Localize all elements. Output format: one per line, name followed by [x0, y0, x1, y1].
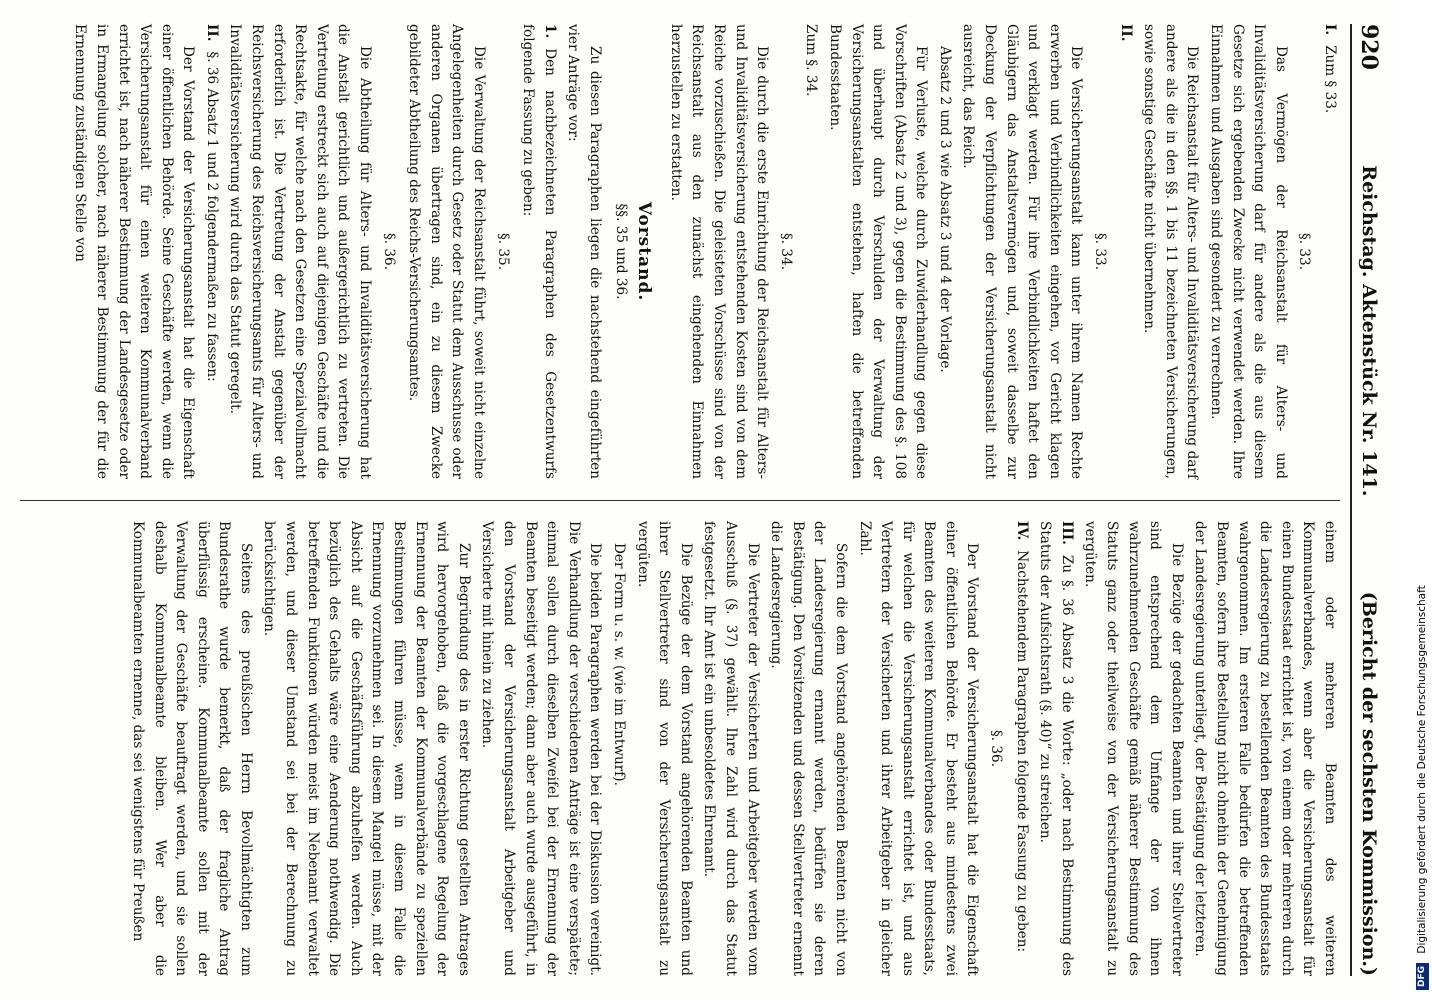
left-column — [20, 24, 1340, 479]
item-number: IV. — [1013, 521, 1030, 541]
item-text: Den nachbezeichneten Paragraphen des Gesetzentwurfs folgende Fassung zu geben: — [520, 24, 558, 479]
body-paragraph: Der Vorstand der Versicherungsanstalt hat die Eigenschaft einer öffentlichen Behörde. Seine Geschäfte werden, wenn die Versicherungsanstalt für einen weiteren Kommunalverband errichtet ist, nach näherer Bestimmung der Landesgesetze oder in Ermangelung solcher, nach näherer Bestimmung der für die Ernennung zuständigen Stelle von — [72, 24, 197, 479]
body-paragraph: Die Abtheilung für Alters- und Invaliditätsversicherung hat die Anstalt gerichtlich und außergerichtlich zu vertreten. Die Vertretung erstreckt sich auch auf diejenigen Geschäfte und die Rechtsakte, für welche nach den Gesetzen eine Spezialvollmacht erforderlich ist. Die Vertretung der Anstalt gegenüber der Reichsversicherung des Reichsversicherungsamts für Alters- und Invaliditätsversicherung wird durch das Statut geregelt. — [227, 24, 374, 479]
numbered-item — [1010, 521, 1032, 976]
body-paragraph: Die Vertreter der Versicherten und Arbeitgeber werden vom Ausschuß (§. 37) gewählt. Ihre Zahl wird durch das Statut festgesetzt. Ihr Amt ist ein unbesoldetes Ehrenamt. — [701, 521, 761, 976]
paragraph-sign: §. 36. — [988, 729, 1005, 768]
numbered-item — [1034, 521, 1077, 976]
body-paragraph: Zur Begründung des in erster Richtung gestellten Antrages wird hervorgehoben, daß die vorgeschlagene Regelung der Ernennung der Beamten der Kommunalverbände zu speziellen Bestimmungen führen müsse, wenn in diesem Falle die Ernennung vorzunehmen sei. In diesem Mangel müsse, mit der Absicht auf die Geschäftsführung abzuhelfen werden. Auch bezüglich des Gehalts wäre eine Aenderung nothwendig. Die betreffenden Funktionen würden meist im Nebenamt verwaltet werden, und dieser Umstand sei bei der Berechnung zu berücksichtigen. — [261, 521, 472, 976]
body-paragraph: Zu diesen Paragraphen liegen die nachstehend eingeführten vier Anträge vor: — [565, 24, 603, 479]
numbered-item — [800, 24, 822, 479]
item-text: Nachstehendem Paragraphen folgende Fassung zu geben: — [1013, 550, 1030, 953]
page-header — [1350, 24, 1386, 976]
page-subtitle: (Bericht der sechsten Kommission.) — [1358, 591, 1380, 976]
numbered-item — [517, 24, 560, 479]
item-number: II. — [203, 24, 220, 42]
digitization-credit: Digitalisierung gefördert durch die Deutsche Forschungsgemeinschaft — [1416, 585, 1428, 954]
item-text: Zu §. 36 Absatz 3 die Worte: „oder nach Bestimmung des Statuts der Aufsichtsrath (§. 40)“ zu streichen. — [1037, 521, 1075, 976]
paragraph-sign: §. 34. — [777, 232, 794, 271]
body-paragraph: Für Verluste, welche durch Zuwiderhandlung gegen diese Vorschriften (Absatz 2 und 3), gegen die Bestimmung des §. 108 und überhaupt durch Verschulden der Verwaltung der Versicherungsanstalten entstehen, haften die betreffenden Bundesstaaten. — [826, 24, 930, 479]
column-divider — [20, 500, 1340, 501]
numbered-item — [1114, 24, 1136, 479]
body-paragraph: Die durch die erste Einrichtung der Reichsanstalt für Alters- und Invaliditätsversicherung entstehenden Kosten sind von dem Reiche vorzuschießen. Die geleisteten Vorschüsse sind von der Reichsanstalt aus den zunächst eingehenden Einnahmen herzustellen zu erstatten. — [667, 24, 771, 479]
item-number: III. — [1058, 521, 1075, 545]
page-number: 920 — [1356, 24, 1382, 70]
paragraph-sign: §. 33. — [1092, 232, 1109, 271]
numbered-item — [200, 24, 222, 479]
numbered-item — [1318, 24, 1340, 479]
body-paragraph: Der Vorstand der Versicherungsanstalt hat die Eigenschaft einer öffentlichen Behörde. Er besteht aus mindestens zwei Beamten des weiteren Kommunalverbandes oder Bundesstaats, für welchen die Versicherungsanstalt errichtet ist, und aus Vertretern der Versicherten und ihrer Arbeitgeber in gleicher Zahl. — [856, 521, 981, 976]
item-number: II. — [1117, 24, 1134, 42]
body-paragraph: Das Vermögen der Reichsanstalt für Alters- und Invaliditätsversicherung darf für andere als die aus diesem Gesetze sich ergebenden Zwecke nicht verwendet werden. Ihre Einnahmen und Ausgaben sind gesondert zu verrechnen. — [1208, 24, 1289, 479]
body-paragraph: Die Reichsanstalt für Alters- und Invaliditätsversicherung darf andere als die in den §§. 1 bis 11 bezeichneten Versicherungen, sowie sonstige Geschäfte nicht übernehmen. — [1141, 24, 1201, 479]
body-paragraph: Absatz 2 und 3 wie Absatz 3 und 4 der Vorlage. — [936, 46, 953, 373]
body-paragraph: Die Bezüge der gedachten Beamten und ihrer Stellvertreter sind entsprechend dem Umfange der von ihnen wahrzunehmenden Geschäfte gemäß näherer Bestimmung des Statuts ganz oder theilweise von der Versicherungsanstalt zu vergüten. — [1082, 521, 1185, 976]
body-paragraph: Seitens des preußischen Herrn Bevollmächtigten zum Bundesrathe wurde bemerkt, daß der fragliche Antrag überflüssig erscheine. Kommunalbeamte sollen mit der Verwaltung der Geschäfte beauftragt werden, und sie sollen deshalb Kommunalbeamte bleiben. Wer aber die Kommunalbeamten ernenne, das sei wenigstens für Preußen — [129, 521, 254, 976]
paragraph-sign: §. 35. — [494, 232, 511, 271]
dfg-logo: DFG — [1416, 963, 1429, 990]
body-paragraph: einem oder mehreren Beamten des weiteren Kommunalverbandes, wenn aber die Versicherungsanstalt für einen Bundesstaat errichtet ist, von einem oder mehreren durch die Landesregierung zu bestellenden Beamten des Bundesstaats wahrgenommen. Im ersteren Falle bedürfen die betreffenden Beamten, sofern ihre Bestellung nicht ohnehin der Genehmigung der Landesregierung unterliegt, der Bestätigung der letzteren. — [1192, 521, 1338, 976]
body-paragraph: Die Verwaltung der Reichsanstalt führt, soweit nicht einzelne Angelegenheiten durch Gesetz oder Statut dem Ausschusse oder anderen Organen übertragen sind, ein zu diesem Zwecke gebildeter Abtheilung des Reichs-Versicherungsamtes. — [406, 24, 488, 479]
section-heading: Vorstand. — [634, 201, 655, 302]
digitization-strip — [1412, 0, 1432, 1000]
item-text: §. 36 Absatz 1 und 2 folgendermaßen zu fassen: — [203, 51, 220, 382]
body-paragraph: Der Form u. s. w. (wie im Entwurf). — [611, 543, 627, 786]
body-paragraph: Die Bezüge der dem Vorstand angehörenden Beamten und ihrer Stellvertreter sind von der Versicherungsanstalt zu vergüten. — [634, 521, 694, 976]
item-text: Zum § 33. — [1322, 45, 1338, 114]
page-title: Reichstag. Aktenstück Nr. 141. — [1358, 165, 1380, 497]
item-number: 1. — [541, 24, 558, 39]
body-paragraph: Die Versicherungsanstalt kann unter ihrem Namen Rechte erwerben und Verbindlichkeiten eingehen, vor Gericht klagen und verklagt werden. Für ihre Verbindlichkeiten haftet den Gläubigern das Anstaltsvermögen und, soweit dasselbe zur Deckung der Verpflichtungen der Versicherungsanstalt nicht ausreicht, das Reich. — [960, 24, 1085, 479]
section-subheading: §§. 35 und 36. — [612, 203, 629, 300]
paragraph-sign: §. 36. — [380, 232, 397, 271]
right-column — [20, 521, 1340, 976]
item-text: Zum §. 34. — [803, 24, 820, 97]
body-paragraph: Die beiden Paragraphen werden bei der Diskussion vereinigt. Die Verhandlung der verschiedenen Anträge ist eine verspätete; einmal sollen durch dieselben Zweifel bei der Ernennung der Beamten beseitigt werden; dann aber auch wurde ausgeführt, in den Vorstand der Versicherungsanstalt Arbeitgeber und Versicherte mit hinein zu ziehen. — [479, 521, 604, 976]
paragraph-sign: §. 33. — [1296, 232, 1313, 271]
item-number: I. — [1322, 24, 1338, 36]
body-paragraph: Sofern die dem Vorstand angehörenden Beamten nicht von der Landesregierung ernannt werden, bedürfen sie deren Bestätigung. Den Vorsitzenden und dessen Stellvertreter ernennt die Landesregierung. — [768, 521, 849, 976]
